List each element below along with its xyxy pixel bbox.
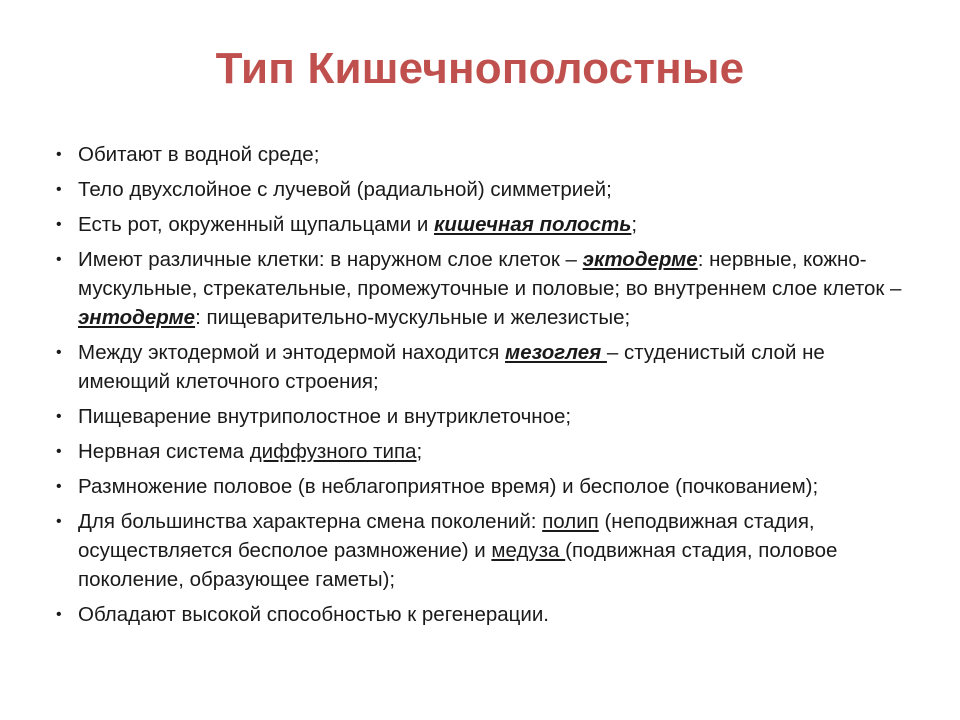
item-text: : пищеварительно-мускульные и железистые;: [195, 306, 631, 329]
item-text: Есть рот, окруженный щупальцами и: [78, 213, 434, 236]
item-text: – студенистый слой не имеющий клеточного строения;: [78, 341, 825, 393]
item-text: Между эктодермой и энтодермой находится: [78, 341, 506, 364]
bullet-icon: •: [56, 513, 62, 530]
list-item: [56, 338, 916, 396]
item-text: Имеют различные клетки: в наружном слое клеток –: [78, 248, 583, 271]
item-text: (неподвижная стадия, осуществляется бесполое размножение) и: [78, 510, 815, 562]
item-text: Тело двухслойное с лучевой (радиальной) симметрией;: [78, 178, 612, 201]
item-term: медуза: [491, 539, 566, 562]
item-term: диффузного типа: [249, 440, 417, 463]
list-item: [56, 210, 916, 239]
list-item: [56, 175, 916, 204]
list-item: [56, 140, 916, 169]
item-text: Нервная система: [78, 440, 250, 463]
item-text: Размножение половое (в неблагоприятное время) и бесполое (почкованием);: [78, 475, 819, 498]
bullet-icon: •: [56, 408, 62, 425]
item-text: ;: [416, 440, 423, 463]
item-term: полип: [542, 510, 599, 533]
bullet-icon: •: [56, 251, 62, 268]
bullet-icon: •: [56, 443, 62, 460]
item-text: Обладают высокой способностью к регенерации.: [78, 603, 549, 626]
bullet-list: [56, 140, 916, 635]
list-item: [56, 472, 916, 501]
item-term: мезоглея: [505, 341, 607, 364]
bullet-icon: •: [56, 181, 62, 198]
item-text: (подвижная стадия, половое поколение, образующее гаметы);: [78, 539, 838, 591]
item-text: ;: [631, 213, 638, 236]
list-item: [56, 600, 916, 629]
bullet-icon: •: [56, 146, 62, 163]
list-item: [56, 402, 916, 431]
list-item: [56, 437, 916, 466]
item-text: Пищеварение внутриполостное и внутриклеточное;: [78, 405, 572, 428]
bullet-icon: •: [56, 478, 62, 495]
slide-title: Тип Кишечнополостные: [215, 44, 745, 93]
item-text: Для большинства характерна смена поколений:: [78, 510, 543, 533]
list-item: [56, 507, 916, 594]
item-term: кишечная полость: [434, 213, 632, 236]
item-text: : нервные, кожно-мускульные, стрекательные, промежуточные и половые; во внутреннем слое клеток –: [78, 248, 902, 300]
bullet-icon: •: [56, 216, 62, 233]
item-text: Обитают в водной среде;: [78, 143, 320, 166]
list-item: [56, 245, 916, 332]
bullet-icon: •: [56, 606, 62, 623]
item-term: энтодерме: [78, 306, 196, 329]
bullet-icon: •: [56, 344, 62, 361]
item-term: эктодерме: [582, 248, 698, 271]
